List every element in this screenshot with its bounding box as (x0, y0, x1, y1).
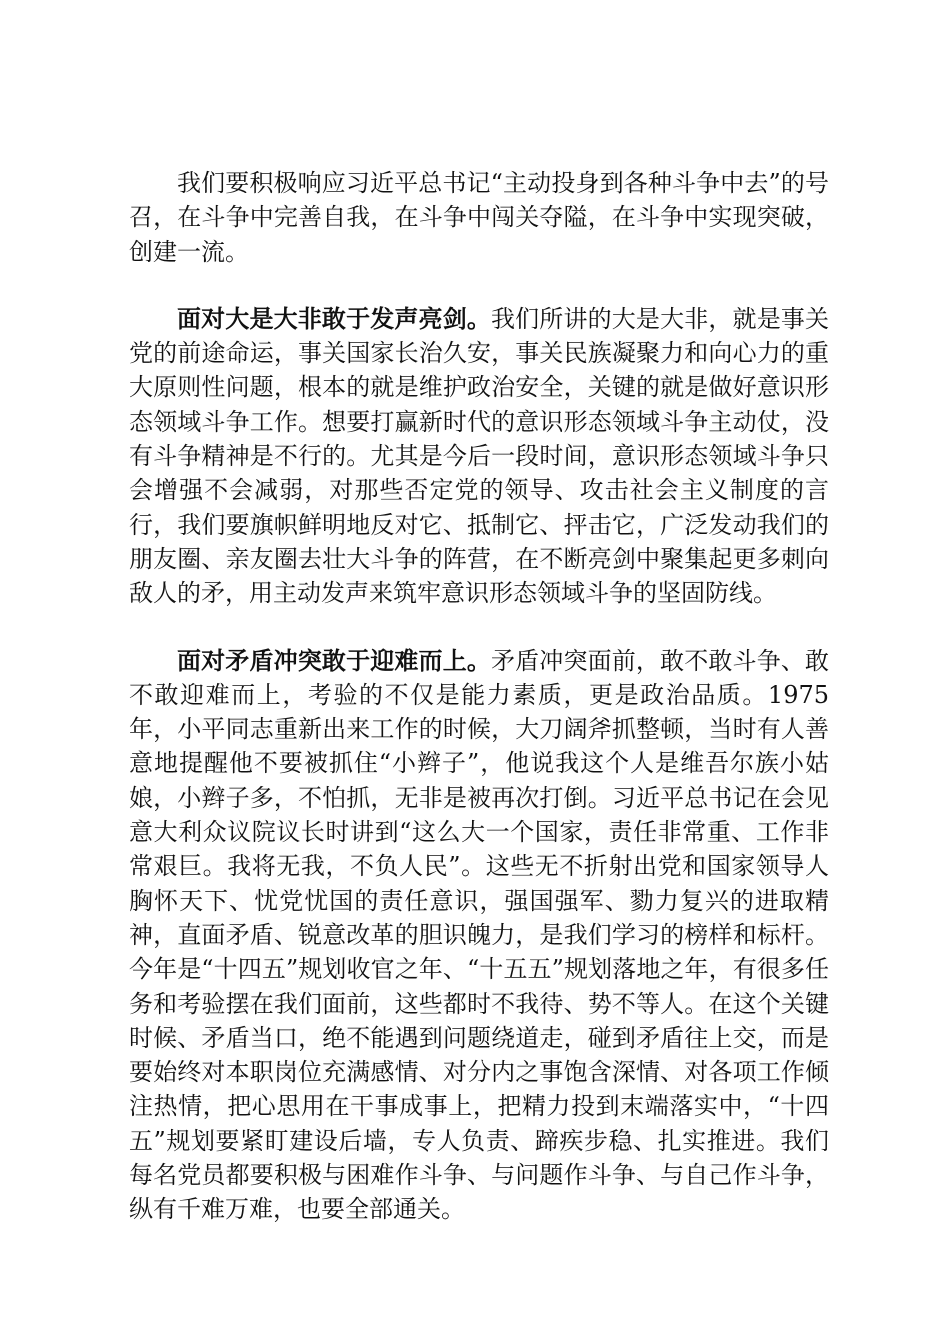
paragraph-text: 矛盾冲突面前，敢不敢斗争、敢不敢迎难而上，考验的不仅是能力素质，更是政治品质。1975年，小平同志重新出来工作的时候，大刀阔斧抓整顿，当时有人善意地提醒他不要被抓住“小辫子”，他说我这个人是维吾尔族小姑娘，小辫子多，不怕抓，无非是被再次打倒。习近平总书记在会见意大利众议院议长时讲到“这么大一个国家，责任非常重、工作非常艰巨。我将无我，不负人民”。这些无不折射出党和国家领导人胸怀天下、忧党忧国的责任意识，强国强军、勠力复兴的进取精神，直面矛盾、锐意改革的胆识魄力，是我们学习的榜样和标杆。今年是“十四五”规划收官之年、“十五五”规划落地之年，有很多任务和考验摆在我们面前，这些都时不我待、势不等人。在这个关键时候、矛盾当口，绝不能遇到问题绕道走，碰到矛盾往上交，而是要始终对本职岗位充满感情、对分内之事饱含深情、对各项工作倾注热情，把心思用在干事成事上，把精力投到末端落实中，“十四五”规划要紧盯建设后墙，专人负责、蹄疾步稳、扎实推进。我们每名党员都要积极与困难作斗争、与问题作斗争、与自己作斗争，纵有千难万难，也要全部通关。 (129, 646, 829, 1224)
paragraph-text: 我们所讲的大是大非，就是事关党的前途命运，事关国家长治久安，事关民族凝聚力和向心力的重大原则性问题，根本的就是维护政治安全，关键的就是做好意识形态领域斗争工作。想要打赢新时代的意识形态领域斗争主动仗，没有斗争精神是不行的。尤其是今后一段时间，意识形态领域斗争只会增强不会减弱，对那些否定党的领导、攻击社会主义制度的言行，我们要旗帜鲜明地反对它、抵制它、抨击它，广泛发动我们的朋友圈、亲友圈去壮大斗争的阵营，在不断亮剑中聚集起更多刺向敌人的矛，用主动发声来筑牢意识形态领域斗争的坚固防线。 (129, 304, 829, 608)
paragraph-text: 我们要积极响应习近平总书记“主动投身到各种斗争中去”的号召，在斗争中完善自我，在斗争中闯关夺隘，在斗争中实现突破，创建一流。 (129, 169, 829, 266)
paragraph-face-difficulties (129, 644, 829, 1227)
paragraph-heading: 面对大是大非敢于发声亮剑。 (177, 303, 491, 333)
paragraph-intro (129, 166, 829, 269)
document-body (129, 166, 829, 1260)
paragraph-heading: 面对矛盾冲突敢于迎难而上。 (177, 645, 491, 675)
paragraph-speak-out (129, 302, 829, 611)
